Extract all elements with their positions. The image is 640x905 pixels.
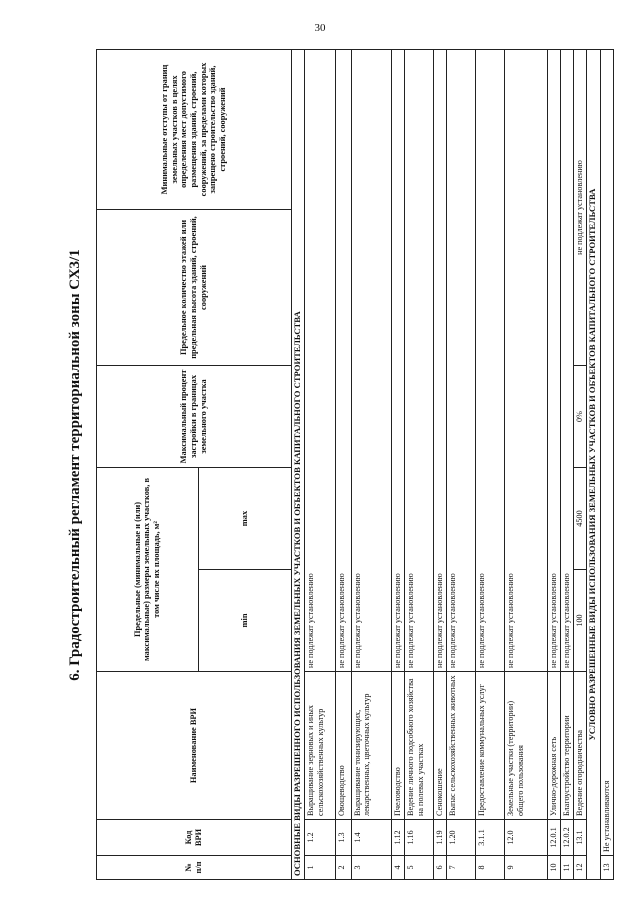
row-values: не подлежат установлению — [447, 50, 476, 672]
row-name: Выращивание зерновых и иных сельскохозяйственных культур — [305, 672, 336, 820]
table-row — [547, 50, 560, 880]
regulation-sheet — [62, 50, 622, 880]
row-text: Не устанавливаются — [600, 50, 613, 856]
header-row — [97, 50, 199, 880]
row-max: 4500 — [573, 468, 586, 570]
row-values: не подлежат установлению — [547, 50, 560, 672]
row-values: не подлежат установлению — [392, 50, 405, 672]
row-code: 12.0 — [505, 820, 547, 856]
row-num: 7 — [447, 856, 476, 880]
row-code: 1.12 — [392, 820, 405, 856]
section-main-title: ОСНОВНЫЕ ВИДЫ РАЗРЕШЕННОГО ИСПОЛЬЗОВАНИЯ ЗЕМЕЛЬНЫХ УЧАСТКОВ И ОБЪЕКТОВ КАПИТАЛЬНОГО СТРОИТЕЛЬСТВА — [291, 50, 305, 880]
row-code: 13.1 — [573, 820, 586, 856]
row-code: 12.0.2 — [560, 820, 573, 856]
row-name: Благоустройство территории — [560, 672, 573, 820]
row-name: Ведение личного подсобного хозяйства на полевых участках — [405, 672, 434, 820]
row-name: Овощеводство — [336, 672, 352, 820]
page-number: 30 — [314, 22, 326, 34]
row-values: не подлежат установлению — [405, 50, 434, 672]
row-num: 10 — [547, 856, 560, 880]
header-code: Код ВРИ — [97, 820, 292, 856]
row-num: 13 — [600, 856, 613, 880]
row-name: Предоставление коммунальных услуг — [475, 672, 505, 820]
row-num: 2 — [336, 856, 352, 880]
row-values: не подлежат установлению — [336, 50, 352, 672]
table-row — [392, 50, 405, 880]
row-values: не подлежат установлению — [560, 50, 573, 672]
row-name: Выращивание тонизирующих, лекарственных, цветочных культур — [352, 672, 392, 820]
header-name: Наименование ВРИ — [97, 672, 292, 820]
row-code: 1.19 — [433, 820, 446, 856]
header-min: min — [198, 570, 291, 672]
section-conditional-title: УСЛОВНО РАЗРЕШЕННЫЕ ВИДЫ ИСПОЛЬЗОВАНИЯ ЗЕМЕЛЬНЫХ УЧАСТКОВ И ОБЪЕКТОВ КАПИТАЛЬНОГО СТРОИТЕЛЬСТВА — [587, 50, 601, 880]
header-limits: Предельные (минимальные и (или) максимальные) размеры земельных участков, в том числе их площадь, м² — [97, 468, 199, 672]
table-row — [433, 50, 446, 880]
row-num: 3 — [352, 856, 392, 880]
table-row — [505, 50, 547, 880]
row-values: не подлежат установлению — [475, 50, 505, 672]
table-row — [352, 50, 392, 880]
row-values: не подлежат установлению — [433, 50, 446, 672]
row-values: не подлежат установлению — [305, 50, 336, 672]
row-code: 1.16 — [405, 820, 434, 856]
header-setbacks: Минимальные отступы от границ земельных участков в целях определения мест допустимого размещения зданий, строений, сооружений, за пределами которых запрещено строительство зданий, строений, сооружений — [97, 50, 292, 210]
row-name: Сенокошение — [433, 672, 446, 820]
row-num: 5 — [405, 856, 434, 880]
header-num: № п/п — [97, 856, 292, 880]
table-row — [560, 50, 573, 880]
row-num: 12 — [573, 856, 586, 880]
row-code: 1.3 — [336, 820, 352, 856]
table-row — [475, 50, 505, 880]
row-num: 1 — [305, 856, 336, 880]
row-name: Ведение огородничества — [573, 672, 586, 820]
row-values: не подлежат установлению — [505, 50, 547, 672]
row-rest: не подлежат установлению — [573, 50, 586, 366]
row-code: 1.2 — [305, 820, 336, 856]
header-percent: Максимальный процент застройки в границах земельного участка — [97, 366, 292, 468]
row-values: не подлежат установлению — [352, 50, 392, 672]
row-name: Пчеловодство — [392, 672, 405, 820]
row-code: 3.1.1 — [475, 820, 505, 856]
row-num: 8 — [475, 856, 505, 880]
table-row — [447, 50, 476, 880]
row-code: 1.4 — [352, 820, 392, 856]
table-row — [405, 50, 434, 880]
table-row — [573, 50, 586, 880]
document-title: 6. Градостроительный регламент территориальной зоны СХ3/1 — [67, 249, 83, 681]
header-floors: Предельное количество этажей или предельная высота зданий, строений, сооружений — [97, 210, 292, 366]
table-row — [336, 50, 352, 880]
row-num: 6 — [433, 856, 446, 880]
section-conditional — [587, 50, 601, 880]
row-code: 12.0.1 — [547, 820, 560, 856]
section-main — [291, 50, 305, 880]
row-code: 1.20 — [447, 820, 476, 856]
row-min: 100 — [573, 570, 586, 672]
regulation-table — [96, 49, 614, 880]
table-row — [600, 50, 613, 880]
row-name: Земельные участки (территории) общего пользования — [505, 672, 547, 820]
row-percent: 0% — [573, 366, 586, 468]
header-max: max — [198, 468, 291, 570]
row-num: 4 — [392, 856, 405, 880]
row-name: Улично-дорожная сеть — [547, 672, 560, 820]
row-name: Выпас сельскохозяйственных животных — [447, 672, 476, 820]
row-num: 11 — [560, 856, 573, 880]
table-row — [305, 50, 336, 880]
row-num: 9 — [505, 856, 547, 880]
